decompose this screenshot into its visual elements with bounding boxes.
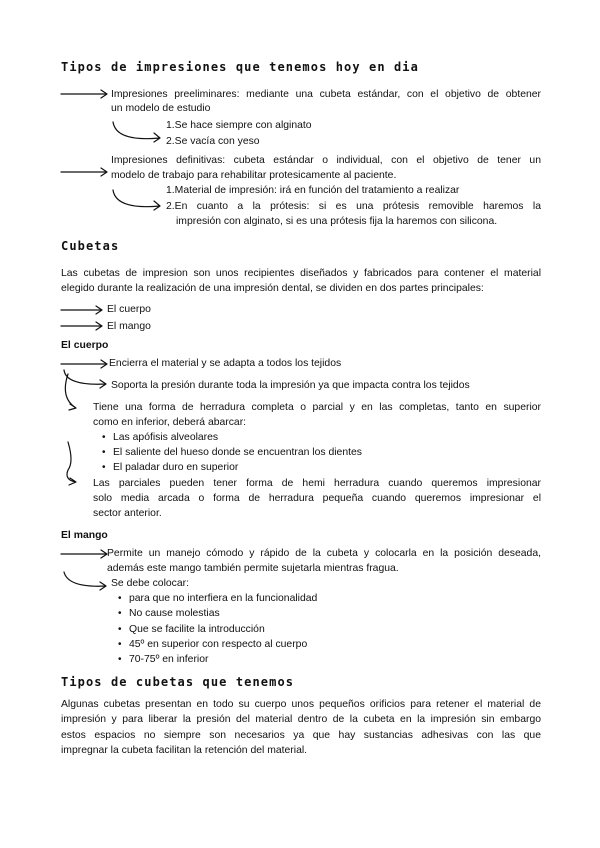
tipos-cubetas-line-1: Algunas cubetas presentan en todo su cuerpo unos pequeños orificios para retener el material de	[61, 699, 541, 710]
tipos-cubetas-line-2: impresión y para liberar la presión del material dentro de la cubeta en la impresión sin embargo	[61, 714, 541, 725]
curved-arrow-icon	[110, 188, 166, 214]
arrow-right-icon	[60, 548, 110, 560]
arrow-right-icon	[60, 166, 110, 178]
mango-bullet-3: • Que se facilite la introducción	[129, 622, 265, 637]
pre-item-2: 2.Se vacía con yeso	[166, 136, 260, 147]
definitivas-line-2: modelo de trabajo para rehabilitar protesicamente al paciente.	[111, 170, 397, 181]
def-item-1: 1.Material de impresión: irá en función del tratamiento a realizar	[166, 185, 460, 196]
definitivas-line-1: Impresiones definitivas: cubeta estándar o individual, con el objetivo de tener un	[111, 155, 541, 166]
pre-item-1: 1.Se hace siempre con alginato	[166, 120, 312, 131]
cuerpo-point-2: Soporta la presión durante toda la impresión ya que impacta contra los tejidos	[111, 380, 470, 391]
curved-arrow-icon	[110, 120, 166, 146]
curved-arrow-icon	[62, 570, 112, 594]
preliminares-line-1: Impresiones preeliminares: mediante una cubeta estándar, con el objetivo de obtener	[111, 89, 541, 100]
arrow-right-icon	[60, 88, 110, 100]
mango-point-2: Se debe colocar:	[111, 578, 189, 589]
section-title-cubetas: Cubetas	[61, 239, 120, 253]
cuerpo-point-3-line-2: como en inferior, deberá abarcar:	[93, 417, 247, 428]
preliminares-line-2: un modelo de estudio	[111, 103, 211, 114]
cubetas-intro-line-1: Las cubetas de impresion son unos recipientes diseñados y fabricados para contener el material	[61, 268, 541, 279]
mango-bullet-2: • No cause molestias	[129, 606, 220, 621]
tipos-cubetas-line-3: estos espacios no siempre son necesarios ya que hay sustancias adhesivas con las que	[61, 730, 541, 741]
subtitle-cuerpo: El cuerpo	[61, 340, 109, 351]
cuerpo-point-3-line-1: Tiene una forma de herradura completa o parcial y en las completas, tanto en superior	[93, 402, 541, 413]
def-item-2-line-1: 2.En cuanto a la prótesis: si es una prótesis removible haremos la	[166, 201, 541, 212]
cuerpo-point-4-line-3: sector anterior.	[93, 508, 162, 519]
mango-point-1-line-1: Permite un manejo cómodo y rápido de la cubeta y colocarla en la posición deseada,	[107, 548, 541, 559]
cuerpo-point-4-line-1: Las parciales pueden tener forma de hemi herradura cuando queremos impresionar	[93, 478, 541, 489]
page-title: Tipos de impresiones que tenemos hoy en dia	[61, 60, 419, 74]
arrow-right-icon	[60, 304, 105, 316]
cubetas-intro-line-2: elegido durante la realización de una impresión dental, se dividen en dos partes principales:	[61, 283, 484, 294]
cuerpo-point-1: Encierra el material y se adapta a todos los tejidos	[109, 358, 342, 369]
arrow-right-icon	[60, 320, 105, 332]
tipos-cubetas-line-4: impregnar la cubeta facilitan la retención del material.	[61, 745, 308, 756]
mango-bullet-5: • 70-75º en inferior	[129, 652, 208, 667]
mango-bullet-1: • para que no interfiera en la funcionalidad	[129, 591, 317, 606]
cuerpo-bullet-3: • El paladar duro en superior	[113, 460, 238, 475]
subtitle-mango: El mango	[61, 530, 108, 541]
mango-point-1-line-2: además este mango también permite sujetarla mientras fragua.	[107, 563, 399, 574]
def-item-2-line-2: impresión con alginato, si es una prótesis fija la haremos con silicona.	[176, 216, 498, 227]
part-cuerpo: El cuerpo	[107, 304, 151, 315]
curved-arrow-icon	[62, 440, 94, 488]
section-title-tipos-cubetas: Tipos de cubetas que tenemos	[61, 675, 295, 689]
curved-arrow-icon	[62, 372, 94, 416]
part-mango: El mango	[107, 321, 151, 332]
cuerpo-bullet-1: • Las apófisis alveolares	[113, 430, 218, 445]
mango-bullet-4: • 45º en superior con respecto al cuerpo	[129, 637, 307, 652]
cuerpo-bullet-2: • El saliente del hueso donde se encuentran los dientes	[113, 445, 362, 460]
cuerpo-point-4-line-2: solo media arcada o forma de herradura pequeña cuando queremos impresionar el	[93, 493, 541, 504]
